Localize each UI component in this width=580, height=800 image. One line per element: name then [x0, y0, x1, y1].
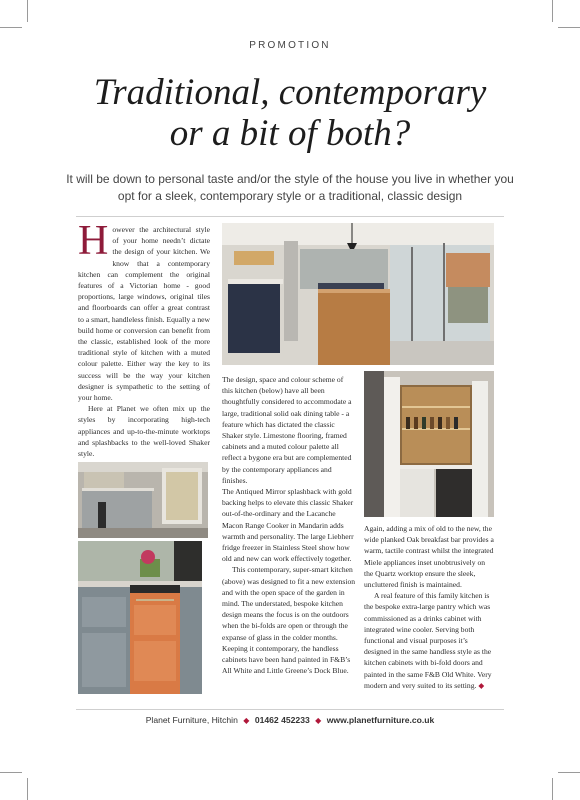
footer-separator: ◆: [315, 716, 322, 725]
crop-mark: [0, 27, 22, 28]
footer-separator: ◆: [243, 716, 250, 725]
end-mark: ◆: [478, 680, 485, 690]
crop-mark: [27, 778, 28, 800]
standfirst: It will be down to personal taste and/or the style of the house you live in whether you opt for a sleek, contemporary style or a traditional, classic design: [66, 172, 514, 203]
column-2-paragraph-2: The Antiqued Mirror splashback with gold backing helps to elevate this classic Shaker out-of-the-ordinary and the Lacanche Macon Range Cooker in Mandarin adds warmth and personality. The large Liebherr fridge freezer in Stainless Steel show how old and new can work effectively together.: [222, 487, 354, 564]
column-1-paragraph-1: However the architectural style of your home needn’t dictate the design of your kitchen. We know that a contemporary kitchen can complement the original features of a Victorian home - good proportions, large windows, original tiles and floorboards can offer a great contrast to a smart, handleless finish. Equally a new build home or conversion can benefit from the classic, established look of the more traditional style of kitchen with a muted colour palette. Either way the key to its success will be the way your kitchen designer is sympathetic to the setting of your home.: [78, 218, 210, 403]
crop-mark: [552, 778, 553, 800]
title-line-2: or a bit of both?: [169, 113, 411, 154]
contemporary-kitchen-photo: [222, 223, 494, 365]
column-1-paragraph-2: Here at Planet we often mix up the styles by incorporating high-tech appliances and up-to-the-minute worktops and splashbacks to the well-loved Shaker style.: [78, 404, 210, 459]
section-label: PROMOTION: [249, 40, 331, 51]
crop-mark: [558, 772, 580, 773]
column-1: [78, 218, 210, 459]
shaker-kitchen-photo: [78, 462, 208, 538]
crop-mark: [552, 0, 553, 22]
footer-phone: 01462 452233: [254, 715, 310, 725]
footer: [0, 715, 580, 725]
divider: [76, 216, 504, 217]
footer-website-link[interactable]: www.planetfurniture.co.uk: [326, 715, 435, 725]
column-2: [222, 374, 356, 676]
page-title: [0, 72, 580, 154]
column-3-paragraph-2: A real feature of this family kitchen is the bespoke extra-large pantry which was commissioned as a drinks cabinet with integrated wine cooler. Serving both functional and visual purposes it’s designed in the same handless style as the kitchen cabinets with bi-fold doors and painted in the same F&B Old White. Very modern and very suited to its setting. ◆: [364, 591, 492, 690]
column-3-paragraph-1: Again, adding a mix of old to the new, the wide planked Oak breakfast bar provides a warm, tactile contrast whilst the integrated Miele appliances inset unobtrusively on the Quartz worktop ensure the sleek, uncluttered finish is maintained.: [364, 524, 494, 590]
column-3: [364, 523, 496, 691]
column-2-paragraph-1: The design, space and colour scheme of this kitchen (below) have all been thoughtfully considered to accommodate a large, traditional solid oak dining table - a feature which has dictated the classic Shaker style. Limestone flooring, framed cabinets and a muted colour palette all reflect a bygone era but are complemented by the contemporary appliances and finishes.: [222, 375, 352, 485]
drinks-pantry-photo: [364, 371, 494, 517]
crop-mark: [27, 0, 28, 22]
range-cooker-photo: [78, 541, 202, 694]
crop-mark: [0, 772, 22, 773]
crop-mark: [558, 27, 580, 28]
footer-company: Planet Furniture, Hitchin: [145, 715, 238, 725]
column-2-paragraph-3: This contemporary, super-smart kitchen (above) was designed to fit a new extension and with the open space of the garden in mind. The understated, bespoke kitchen design means the focus is on the outdoors when the bi-folds are open or through the expanse of glass in the colder months. Keeping it contemporary, the handless cabinets have been hand painted in F&B’s All White and Little Greene’s Dock Blue.: [222, 565, 356, 676]
title-line-1: Traditional, contemporary: [93, 72, 487, 113]
drop-cap: H: [78, 218, 109, 264]
footer-divider: [76, 709, 504, 710]
